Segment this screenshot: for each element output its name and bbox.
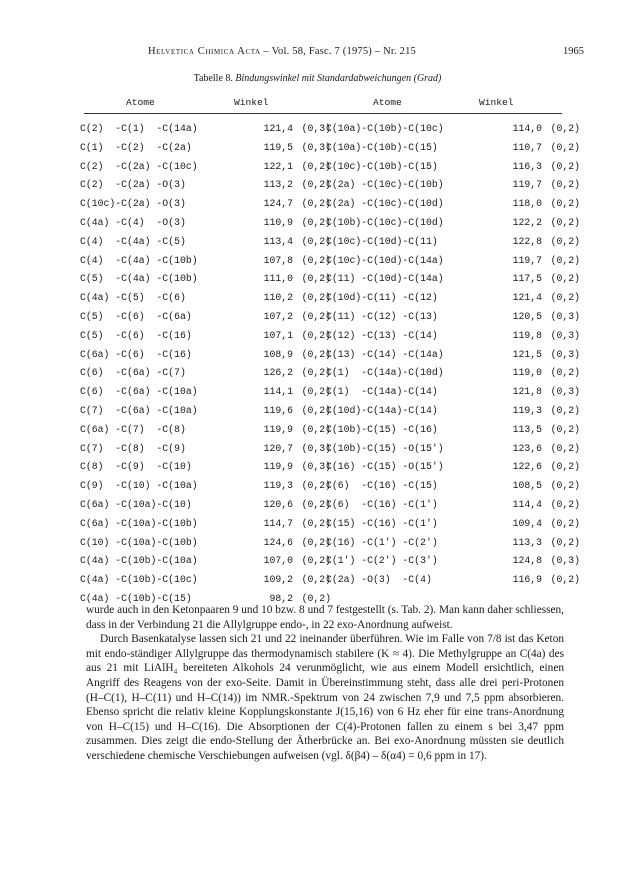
header-angle-right: Winkel <box>479 97 514 108</box>
table-row <box>326 383 580 402</box>
table-row <box>326 421 580 440</box>
page-number: 1965 <box>563 46 584 57</box>
angle-cell: 107,0 <box>263 555 293 567</box>
atoms-cell: C(1') -C(2') -C(3') <box>326 555 438 567</box>
angle-cell: 119,0 <box>512 367 542 379</box>
table-row <box>80 496 331 515</box>
sd-cell: (0,2) <box>301 198 331 210</box>
atoms-cell: C(4a) -C(10b)-C(10c) <box>80 574 198 586</box>
atoms-cell: C(2) -C(2a) -O(3) <box>80 179 186 191</box>
angle-cell: 120,6 <box>263 498 293 510</box>
table-row <box>80 139 331 158</box>
sd-cell: (0,2) <box>550 141 580 153</box>
paragraph-2: Durch Basenkatalyse lassen sich 21 und 22 ineinander überführen. Wie im Falle von 7/8 ist das Keton mit endo-ständiger Allylgruppe das thermodynamisch stabilere (K ≈ 4). Die Methylgruppe an C(4a) des aus 21 mit LiAlH₄ bereiteten Alkohols 24 verunmöglicht, wie aus einem Modell ersichtlich, einen Angriff des Reagens von der exo-Seite. Damit in Übereinstimmung steht, dass alle drei peri-Protonen (H–C(1), H–C(11) und H–C(14)) im NMR.-Spektrum von 24 zwischen 7,9 und 7,5 ppm absorbieren. Ebenso spricht die relativ kleine Kopplungskonstante J(15,16) von 6 Hz eher für eine trans-Anordnung von H–C(15) und H–C(16). Die Absorptionen der C(4)-Protonen fallen zu einem s bei 3,47 ppm zusammen. Dies zeigt die endo-Stellung der Ätherbrücke an. Bei exo-Anordnung müssten sie deutlich verschiedene chemische Verschiebungen aufweisen (vgl. δ(β4) – δ(α4) = 0,6 ppm in 17). <box>86 633 564 762</box>
atoms-cell: C(4a) -C(10b)-C(15) <box>80 592 192 604</box>
table-row <box>326 458 580 477</box>
angle-cell: 119,8 <box>512 329 542 341</box>
table-row <box>326 496 580 515</box>
atoms-cell: C(16) -C(1') -C(2') <box>326 536 438 548</box>
angle-cell: 114,1 <box>263 386 293 398</box>
angle-cell: 111,0 <box>263 273 293 285</box>
angle-cell: 117,5 <box>512 273 542 285</box>
sd-cell: (0,2) <box>550 179 580 191</box>
sd-cell: (0,2) <box>550 123 580 134</box>
table-row <box>80 270 331 289</box>
sd-cell: (0,3) <box>550 329 580 341</box>
sd-cell: (0,2) <box>301 423 331 435</box>
table-row <box>326 214 580 233</box>
angle-cell: 122,2 <box>512 216 542 228</box>
angle-cell: 122,6 <box>512 461 542 473</box>
angle-cell: 119,9 <box>263 423 293 435</box>
atoms-cell: C(16) -C(15) -O(15') <box>326 461 444 473</box>
angle-cell: 120,7 <box>263 442 293 454</box>
atoms-cell: C(5) -C(6) -C(16) <box>80 329 192 341</box>
table-row <box>326 364 580 383</box>
table-row <box>326 477 580 496</box>
atoms-cell: C(11) -C(12) -C(13) <box>326 310 438 322</box>
angle-cell: 113,5 <box>512 423 542 435</box>
angle-cell: 121,4 <box>512 292 542 304</box>
table-row <box>80 176 331 195</box>
atoms-cell: C(4) -C(4a) -C(10b) <box>80 254 198 266</box>
paragraph-1: wurde auch in den Ketonpaaren 9 und 10 bzw. 8 und 7 festgestellt (s. Tab. 2). Man kann daher schliessen, dass in der Verbindung 21 die Allylgruppe endo-, in 22 exo-Anordnung aufweist. <box>86 604 564 631</box>
table-right-column <box>326 120 580 590</box>
table-row <box>326 440 580 459</box>
table-column-headers <box>0 97 635 111</box>
table-row <box>80 195 331 214</box>
atoms-cell: C(10d)-C(11) -C(12) <box>326 292 438 304</box>
table-left-column <box>80 120 331 609</box>
sd-cell: (0,2) <box>550 480 580 492</box>
sd-cell: (0,2) <box>550 442 580 454</box>
sd-cell: (0,2) <box>301 254 331 266</box>
angle-cell: 124,6 <box>263 536 293 548</box>
atoms-cell: C(6a) -C(7) -C(8) <box>80 423 186 435</box>
sd-cell: (0,2) <box>301 160 331 172</box>
atoms-cell: C(1) -C(14a)-C(14) <box>326 386 438 398</box>
table-row <box>80 440 331 459</box>
table-row <box>326 270 580 289</box>
atoms-cell: C(11) -C(10d)-C(14a) <box>326 273 444 285</box>
table-row <box>326 534 580 553</box>
atoms-cell: C(8) -C(9) -C(10) <box>80 461 192 473</box>
table-row <box>326 139 580 158</box>
angle-cell: 119,6 <box>263 404 293 416</box>
table-row <box>326 571 580 590</box>
atoms-cell: C(7) -C(8) -C(9) <box>80 442 186 454</box>
atoms-cell: C(10) -C(10a)-C(10b) <box>80 536 198 548</box>
angle-cell: 121,8 <box>512 386 542 398</box>
table-title: Bindungswinkel mit Standardabweichungen (Grad) <box>232 73 442 84</box>
table-row <box>80 402 331 421</box>
angle-cell: 122,1 <box>263 160 293 172</box>
table-row <box>80 458 331 477</box>
sd-cell: (0,2) <box>301 517 331 529</box>
angle-cell: 119,3 <box>263 480 293 492</box>
atoms-cell: C(1) -C(14a)-C(10d) <box>326 367 444 379</box>
sd-cell: (0,2) <box>301 235 331 247</box>
running-header <box>88 46 584 62</box>
sd-cell: (0,3) <box>550 310 580 322</box>
table-row <box>326 176 580 195</box>
atoms-cell: C(6a) -C(10a)-C(10b) <box>80 517 198 529</box>
sd-cell: (0,3) <box>301 461 331 473</box>
atoms-cell: C(4a) -C(5) -C(6) <box>80 292 186 304</box>
angle-cell: 114,7 <box>263 517 293 529</box>
sd-cell: (0,2) <box>550 292 580 304</box>
angle-cell: 119,7 <box>512 179 542 191</box>
atoms-cell: C(1) -C(2) -C(2a) <box>80 141 192 153</box>
atoms-cell: C(10d)-C(14a)-C(14) <box>326 404 438 416</box>
atoms-cell: C(9) -C(10) -C(10a) <box>80 480 198 492</box>
table-row <box>80 346 331 365</box>
header-atoms-right: Atome <box>373 97 402 108</box>
table-row <box>326 252 580 271</box>
angle-cell: 110,2 <box>263 292 293 304</box>
sd-cell: (0,2) <box>301 310 331 322</box>
table-label: Tabelle 8. <box>193 73 233 84</box>
sd-cell: (0,2) <box>550 498 580 510</box>
sd-cell: (0,2) <box>301 386 331 398</box>
table-caption <box>0 73 635 84</box>
table-row <box>80 120 331 139</box>
table-row <box>80 571 331 590</box>
sd-cell: (0,2) <box>301 592 331 604</box>
sd-cell: (0,2) <box>550 536 580 548</box>
sd-cell: (0,2) <box>550 254 580 266</box>
atoms-cell: C(2a) -O(3) -C(4) <box>326 574 432 586</box>
sd-cell: (0,2) <box>550 574 580 586</box>
atoms-cell: C(6a) -C(6) -C(16) <box>80 348 192 360</box>
table-row <box>80 477 331 496</box>
angle-cell: 113,4 <box>263 235 293 247</box>
table-row <box>80 252 331 271</box>
sd-cell: (0,2) <box>301 404 331 416</box>
table-row <box>80 364 331 383</box>
angle-cell: 113,2 <box>263 179 293 191</box>
sd-cell: (0,3) <box>550 348 580 360</box>
table-row <box>80 289 331 308</box>
sd-cell: (0,2) <box>301 292 331 304</box>
angle-cell: 107,8 <box>263 254 293 266</box>
angle-cell: 121,5 <box>512 348 542 360</box>
atoms-cell: C(10c)-C(2a) -O(3) <box>80 198 186 210</box>
atoms-cell: C(15) -C(16) -C(1') <box>326 517 438 529</box>
sd-cell: (0,3) <box>301 442 331 454</box>
sd-cell: (0,2) <box>550 216 580 228</box>
angle-cell: 118,0 <box>512 198 542 210</box>
angle-cell: 124,8 <box>512 555 542 567</box>
journal-citation <box>148 46 416 57</box>
sd-cell: (0,2) <box>550 273 580 285</box>
angle-cell: 108,5 <box>512 480 542 492</box>
table-row <box>326 552 580 571</box>
table-row <box>326 346 580 365</box>
angle-cell: 108,9 <box>263 348 293 360</box>
angle-cell: 126,2 <box>263 367 293 379</box>
angle-cell: 113,3 <box>512 536 542 548</box>
angle-cell: 119,5 <box>263 141 293 153</box>
atoms-cell: C(4a) -C(4) -O(3) <box>80 216 186 228</box>
table-row <box>80 534 331 553</box>
header-atoms-left: Atome <box>126 97 155 108</box>
sd-cell: (0,2) <box>550 160 580 172</box>
header-angle-left: Winkel <box>234 97 269 108</box>
table-row <box>326 327 580 346</box>
atoms-cell: C(10c)-C(10b)-C(15) <box>326 160 438 172</box>
angle-cell: 107,1 <box>263 329 293 341</box>
angle-cell: 110,7 <box>512 141 542 153</box>
sd-cell: (0,2) <box>301 179 331 191</box>
atoms-cell: C(4) -C(4a) -C(5) <box>80 235 186 247</box>
angle-cell: 107,2 <box>263 310 293 322</box>
table-row <box>326 195 580 214</box>
table-row <box>326 515 580 534</box>
table-row <box>80 552 331 571</box>
angle-cell: 119,3 <box>512 404 542 416</box>
atoms-cell: C(4a) -C(10b)-C(10a) <box>80 555 198 567</box>
table-row <box>80 383 331 402</box>
atoms-cell: C(10a)-C(10b)-C(10c) <box>326 123 444 134</box>
angle-cell: 124,7 <box>263 198 293 210</box>
atoms-cell: C(2) -C(1) -C(14a) <box>80 123 198 134</box>
table-row <box>80 515 331 534</box>
header-rule <box>84 113 562 114</box>
table-row <box>80 421 331 440</box>
table-row <box>80 158 331 177</box>
table-row <box>80 327 331 346</box>
angle-cell: 123,6 <box>512 442 542 454</box>
sd-cell: (0,3) <box>301 123 331 134</box>
atoms-cell: C(12) -C(13) -C(14) <box>326 329 438 341</box>
sd-cell: (0,2) <box>550 235 580 247</box>
sd-cell: (0,2) <box>301 536 331 548</box>
angle-cell: 114,0 <box>512 123 542 134</box>
angle-cell: 116,9 <box>512 574 542 586</box>
atoms-cell: C(5) -C(6) -C(6a) <box>80 310 192 322</box>
sd-cell: (0,3) <box>550 386 580 398</box>
sd-cell: (0,2) <box>550 517 580 529</box>
sd-cell: (0,2) <box>301 329 331 341</box>
table-row <box>326 308 580 327</box>
angle-cell: 119,9 <box>263 461 293 473</box>
atoms-cell: C(10c)-C(10d)-C(14a) <box>326 254 444 266</box>
sd-cell: (0,2) <box>550 461 580 473</box>
angle-cell: 109,4 <box>512 517 542 529</box>
sd-cell: (0,2) <box>301 480 331 492</box>
atoms-cell: C(6) -C(16) -C(15) <box>326 480 438 492</box>
sd-cell: (0,2) <box>301 574 331 586</box>
sd-cell: (0,3) <box>301 141 331 153</box>
table-row <box>326 120 580 139</box>
angle-cell: 120,5 <box>512 310 542 322</box>
atoms-cell: C(6) -C(6a) -C(7) <box>80 367 186 379</box>
sd-cell: (0,2) <box>301 273 331 285</box>
table-row <box>326 158 580 177</box>
atoms-cell: C(2a) -C(10c)-C(10d) <box>326 198 444 210</box>
atoms-cell: C(10b)-C(15) -C(16) <box>326 423 438 435</box>
angle-cell: 121,4 <box>263 123 293 134</box>
sd-cell: (0,2) <box>550 198 580 210</box>
angle-cell: 122,8 <box>512 235 542 247</box>
body-text <box>86 603 564 764</box>
table-row <box>80 214 331 233</box>
atoms-cell: C(2a) -C(10c)-C(10b) <box>326 179 444 191</box>
journal-name: Helvetica Chimica Acta <box>148 46 261 57</box>
table-row <box>326 289 580 308</box>
sd-cell: (0,3) <box>550 555 580 567</box>
sd-cell: (0,2) <box>550 367 580 379</box>
table-row <box>326 402 580 421</box>
atoms-cell: C(2) -C(2a) -C(10c) <box>80 160 198 172</box>
angle-cell: 116,3 <box>512 160 542 172</box>
atoms-cell: C(13) -C(14) -C(14a) <box>326 348 444 360</box>
table-row <box>80 233 331 252</box>
atoms-cell: C(10c)-C(10d)-C(11) <box>326 235 438 247</box>
angle-cell: 98,2 <box>269 592 293 604</box>
journal-volume: – Vol. 58, Fasc. 7 (1975) – Nr. 215 <box>260 46 416 57</box>
atoms-cell: C(5) -C(4a) -C(10b) <box>80 273 198 285</box>
sd-cell: (0,2) <box>301 216 331 228</box>
atoms-cell: C(10b)-C(10c)-C(10d) <box>326 216 444 228</box>
angle-cell: 109,2 <box>263 574 293 586</box>
atoms-cell: C(6) -C(16) -C(1') <box>326 498 438 510</box>
sd-cell: (0,2) <box>301 367 331 379</box>
table-row <box>80 308 331 327</box>
sd-cell: (0,2) <box>301 348 331 360</box>
angle-cell: 110,9 <box>263 216 293 228</box>
atoms-cell: C(7) -C(6a) -C(10a) <box>80 404 198 416</box>
table-row <box>326 233 580 252</box>
sd-cell: (0,2) <box>550 423 580 435</box>
sd-cell: (0,2) <box>301 555 331 567</box>
atoms-cell: C(6a) -C(10a)-C(10) <box>80 498 192 510</box>
sd-cell: (0,2) <box>550 404 580 416</box>
atoms-cell: C(10b)-C(15) -O(15') <box>326 442 444 454</box>
atoms-cell: C(10a)-C(10b)-C(15) <box>326 141 438 153</box>
atoms-cell: C(6) -C(6a) -C(10a) <box>80 386 198 398</box>
angle-cell: 114,4 <box>512 498 542 510</box>
sd-cell: (0,2) <box>301 498 331 510</box>
angle-cell: 119,7 <box>512 254 542 266</box>
